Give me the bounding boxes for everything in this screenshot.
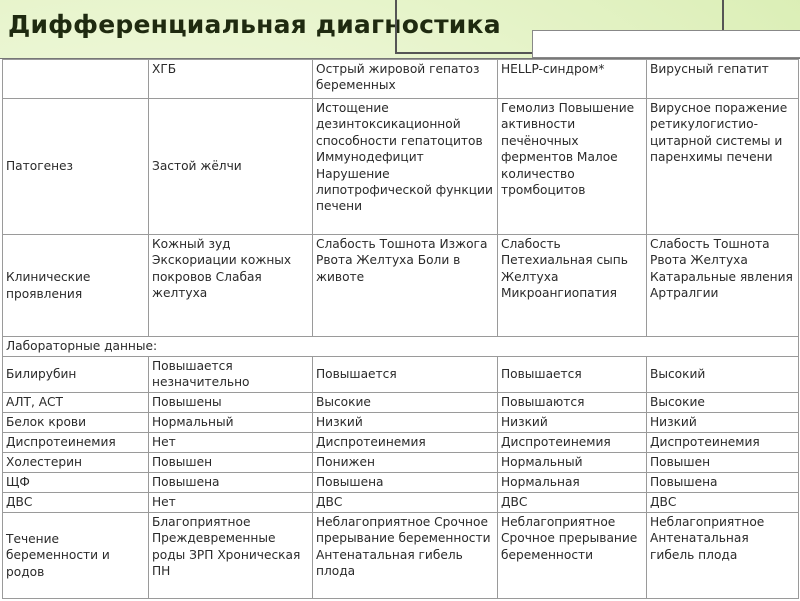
table-cell: Повышается [313,357,498,393]
row-label-cell: Клинические проявления [3,235,149,337]
section-label-lab-data: Лабораторные данные: [3,337,799,357]
table-cell: Диспротеинемия [647,432,799,452]
table-row [3,412,799,432]
table-cell: ДВС [647,492,799,512]
table-cell: Истощение дезинтоксикационной способности гепатоцитов Иммунодефицит Нарушение липотрофической функции печени [313,99,498,235]
table-row [3,392,799,412]
table-cell: Гемолиз Повышение активности печёночных ферментов Малое количество тромбоцитов [498,99,647,235]
table-cell: Повышена [149,472,313,492]
table-cell: Низкий [647,412,799,432]
decorative-tab [532,30,800,58]
row-label-cell: Белок крови [3,412,149,432]
table-cell: Высокие [647,392,799,412]
table-cell: Застой жёлчи [149,99,313,235]
row-label-cell: ЩФ [3,472,149,492]
table-header-row [3,60,799,99]
table-cell: Неблагоприятное Антенатальная гибель плода [647,512,799,598]
row-label-cell: Холестерин [3,452,149,472]
diagnosis-table-container [0,58,800,601]
table-cell: Повышена [647,472,799,492]
row-label-cell: Диспротеинемия [3,432,149,452]
header-cell-hellp: HELLP-синдром* [498,60,647,99]
table-cell: Нет [149,432,313,452]
table-cell: Повышаются [498,392,647,412]
table-section-row [3,337,799,357]
table-cell: Диспротеинемия [498,432,647,452]
table-row [3,235,799,337]
table-cell: ДВС [498,492,647,512]
row-label-cell: ДВС [3,492,149,512]
header-cell-ozhgb: Острый жировой гепатоз беременных [313,60,498,99]
table-cell: Неблагоприятное Срочное прерывание беременности Антенатальная гибель плода [313,512,498,598]
table-cell: Повышена [313,472,498,492]
table-cell: Нет [149,492,313,512]
table-cell: Повышается [498,357,647,393]
table-row [3,492,799,512]
table-cell: Повышен [149,452,313,472]
table-cell: Низкий [313,412,498,432]
table-cell: Слабость Тошнота Изжога Рвота Желтуха Боли в животе [313,235,498,337]
table-cell: Кожный зуд Экскориации кожных покровов Слабая желтуха [149,235,313,337]
row-label-cell: Течение беременности и родов [3,512,149,598]
table-row [3,452,799,472]
table-cell: Диспротеинемия [313,432,498,452]
table-row [3,512,799,598]
table-cell: Нормальный [498,452,647,472]
header-cell-empty [3,60,149,99]
table-cell: Неблагоприятное Срочное прерывание беременности [498,512,647,598]
table-cell: Нормальная [498,472,647,492]
row-label-cell: Патогенез [3,99,149,235]
table-cell: Благоприятное Преждевременные роды ЗРП Хроническая ПН [149,512,313,598]
table-cell: Высокие [313,392,498,412]
table-cell: Нормальный [149,412,313,432]
table-row [3,432,799,452]
row-label-cell: Билирубин [3,357,149,393]
table-cell: Понижен [313,452,498,472]
table-cell: ДВС [313,492,498,512]
table-cell: Повышен [647,452,799,472]
table-cell: Высокий [647,357,799,393]
table-cell: Слабость Тошнота Рвота Желтуха Катаральные явления Артралгии [647,235,799,337]
table-cell: Слабость Петехиальная сыпь Желтуха Микроангиопатия [498,235,647,337]
table-cell: Вирусное поражение ретикулогистио-цитарной системы и паренхимы печени [647,99,799,235]
row-label-cell: АЛТ, АСТ [3,392,149,412]
differential-diagnosis-table [2,59,799,599]
table-row [3,472,799,492]
header-cell-hgb: ХГБ [149,60,313,99]
table-row [3,99,799,235]
slide-title: Дифференциальная диагностика [8,10,501,39]
table-cell: Повышены [149,392,313,412]
table-cell: Повышается незначительно [149,357,313,393]
table-cell: Низкий [498,412,647,432]
header-cell-viral-hepatitis: Вирусный гепатит [647,60,799,99]
table-row [3,357,799,393]
